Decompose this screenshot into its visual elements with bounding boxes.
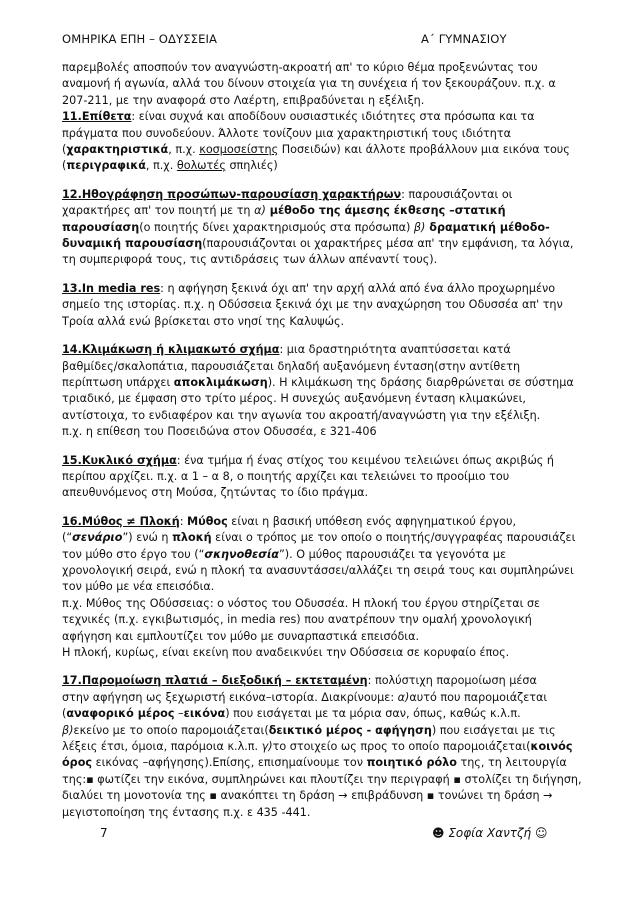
text-span: σπηλιές) <box>225 159 278 173</box>
text-line: μεγιστοποίηση της έντασης π.χ. ε 435 -441. <box>62 805 311 819</box>
smiley-outline-icon: ☺ <box>535 826 548 840</box>
text-span: εικόνας –αφήγησης).Επίσης, επισημαίνουμε τον <box>92 756 367 770</box>
text-span: ). Η κλιμάκωση της δράσης διαρθρώνεται σε σύστημα <box>267 375 574 389</box>
text-line <box>62 514 578 530</box>
text-line: παρεμβολές αποσπούν τον αναγνώστη-ακροατή απ' το κύριο θέμα προξενώντας του <box>62 61 538 74</box>
text-span: αυτό που παρομοιάζεται <box>409 690 548 704</box>
text-line: περίπου αρχίζει. π.χ. α 1 – α 8, ο ποιητής αρχίζει και τελειώνει το προοίμιο του <box>62 469 510 483</box>
text-span: : μια δραστηριότητα αναπτύσσεται κατά <box>279 343 511 357</box>
text-line: αντίστοιχα, το ενδιαφέρον και την αγωνία του ακροατή/αναγνώστη για την εξέλιξη. <box>62 408 541 422</box>
italic-marker: β) <box>413 220 426 234</box>
text-line: π.χ. Μύθος της Οδύσσειας: ο νόστος του Οδυσσέα. Η πλοκή του έργου στηρίζεται σε <box>62 596 541 610</box>
bold-term: όρος <box>62 756 93 770</box>
text-span: στην αφήγηση ως ξεχωριστή εικόνα–ιστορία. Διακρίνουμε: <box>62 690 398 704</box>
section-13-in-media-res <box>62 281 578 330</box>
smiley-filled-icon: ☻ <box>432 826 445 840</box>
bold-term: δεικτικό μέρος - αφήγηση <box>268 723 432 737</box>
text-line <box>62 187 578 203</box>
text-line <box>62 755 578 771</box>
text-span: , π.χ. <box>145 159 177 173</box>
text-span: ( <box>62 143 67 157</box>
text-line <box>62 220 578 236</box>
text-line: απευθυνόμενος στη Μούσα, ζητώντας το ίδιο πράγμα. <box>62 486 369 500</box>
text-line <box>62 453 578 469</box>
section-title: 14.Κλιμάκωση ή κλιμακωτό σχήμα <box>62 343 280 357</box>
text-line: διαλύει τη μονοτονία της ▪ ανακόπτει τη δράση → επιβράδυνση ▪ τονώνει τη δράση → <box>62 789 553 803</box>
text-span: είναι ο τρόπος με τον οποίο ο ποιητής/συγγραφέας παρουσιάζει <box>211 531 576 545</box>
text-line <box>62 142 578 158</box>
text-span: το στοιχείο ως προς το οποίο παρομοιάζεται( <box>272 740 531 754</box>
header-title: ΟΜΗΡΙΚΑ ΕΠΗ – ΟΔΥΣΣΕΙΑ <box>62 32 218 46</box>
section-15-cyclic <box>62 453 578 502</box>
bold-italic-term: σενάριο <box>72 531 123 545</box>
bold-term: περιγραφικά <box>66 159 146 173</box>
text-line: τεχνικές (π.χ. εγκιβωτισμός, in media res) που ανατρέπουν την ομαλή χρονολογική <box>62 613 532 627</box>
text-line <box>62 375 578 391</box>
text-span: : <box>179 514 188 528</box>
section-14-climax <box>62 342 578 440</box>
text-span: : είναι συχνά και αποδίδουν ουσιαστικές ιδιότητες στα πρόσωπα και τα <box>131 110 535 124</box>
bold-term: αποκλιμάκωση <box>173 375 268 389</box>
text-line <box>62 690 578 706</box>
text-line <box>62 530 578 546</box>
text-span: : η αφήγηση ξεκινά όχι απ' την αρχή αλλά από ένα άλλο προχωρημένο <box>160 281 556 295</box>
text-line <box>62 158 578 174</box>
text-line: χρονολογική σειρά, ενώ η πλοκή τα ανασυντάσσει/αλλάζει τη σειρά τους και συμπληρώνει <box>62 563 574 577</box>
text-span: εκείνο με το οποίο παρομοιάζεται( <box>73 723 269 737</box>
page-number: 7 <box>100 826 108 840</box>
text-line <box>62 723 578 739</box>
text-line: σημείο της ιστορίας. π.χ. η Οδύσσεια ξεκινά όχι με την αναχώρηση του Οδυσσέα απ' την <box>62 298 563 312</box>
section-title: 11.Επίθετα <box>62 110 132 124</box>
section-title: 15.Κυκλικό σχήμα <box>62 453 177 467</box>
italic-marker: α) <box>254 204 266 218</box>
bold-term: αναφορικό μέρος <box>66 707 175 721</box>
text-line: βαθμίδες/σκαλοπάτια, παρουσιάζεται δηλαδή αυξανόμενη ένταση(στην αντίθετη <box>62 359 521 373</box>
text-line: πράγματα που συνοδεύουν. Άλλοτε τονίζουν μια χαρακτηριστική τους ιδιότητα <box>62 126 511 140</box>
document-body <box>62 60 582 833</box>
text-span: (παρουσιάζονται οι χαρακτήρες μέσα απ' την εμφάνιση, τα λόγια, <box>202 237 574 251</box>
text-span: της, τη λειτουργία <box>456 756 567 770</box>
author-name: Σοφία Χαντζή <box>448 826 532 840</box>
underlined-example: κοσμοσείστης <box>199 143 279 157</box>
section-title: 17.Παρομοίωση πλατιά – διεξοδική – εκτεταμένη <box>62 674 368 688</box>
text-line: 207-211, με την αναφορά στο Λαέρτη, επιβραδύνεται η εξέλιξη. <box>62 93 425 107</box>
section-16-myth-plot <box>62 514 578 662</box>
text-line <box>62 342 578 358</box>
text-span: ”) ενώ η <box>122 531 173 545</box>
bold-term: κοινός <box>530 740 573 754</box>
author-signature <box>432 826 548 840</box>
text-span: (“ <box>62 531 73 545</box>
section-title: 12.Ηθογράφηση προσώπων-παρουσίαση χαρακτήρων <box>62 187 402 201</box>
text-line <box>62 281 578 297</box>
text-span: – <box>174 707 184 721</box>
text-span: : παρουσιάζονται οι <box>401 187 513 201</box>
text-line <box>62 739 578 755</box>
text-span: χαρακτήρες απ' τον ποιητή με τη <box>62 204 255 218</box>
text-line: π.χ. η επίθεση του Ποσειδώνα στον Οδυσσέα, ε 321-406 <box>62 425 377 439</box>
text-line <box>62 203 578 219</box>
header-class: Α΄ ΓΥΜΝΑΣΙΟΥ <box>421 32 507 46</box>
section-12-characterization <box>62 187 578 269</box>
text-span: , π.χ. <box>168 143 200 157</box>
text-line <box>62 706 578 722</box>
bold-term: εικόνα <box>183 707 226 721</box>
section-17-simile <box>62 673 582 821</box>
text-line <box>62 673 578 689</box>
text-line: τριαδικό, με έμφαση στο τρίτο μέρος. Η συνεχώς αυξανόμενη ένταση κλιμακώνει, <box>62 392 526 406</box>
section-title: 13.In media res <box>62 281 161 295</box>
bold-term: ποιητικό ρόλο <box>366 756 457 770</box>
bold-term: μέθοδο της άμεσης έκθεσης –στατική <box>265 204 506 218</box>
text-span: ( <box>62 159 67 173</box>
italic-marker: β) <box>62 723 74 737</box>
text-span: : πολύστιχη παρομοίωση μέσα <box>367 674 537 688</box>
text-line <box>62 109 578 125</box>
text-line: αναμονή ή αγωνία, αλλά του δίνουν στοιχεία για τη συνέχεια ή τον ξεκουράζουν. π.χ. α <box>62 77 556 91</box>
text-span: λέξεις έτσι, όμοια, παρόμοια κ.λ.π. <box>62 740 262 754</box>
bold-term: χαρακτηριστικά <box>66 143 169 157</box>
bold-term: παρουσίαση <box>62 220 140 234</box>
italic-marker: α) <box>397 690 410 704</box>
bold-term: Μύθος <box>187 514 228 528</box>
text-line: Τροία αλλά ενώ βρίσκεται στο νησί της Καλυψώς. <box>62 314 345 328</box>
text-span: (ο ποιητής δίνει χαρακτηρισμούς στα πρόσωπα) <box>139 220 414 234</box>
text-span: είναι η βασική υπόθεση ενός αφηγηματικού έργου, <box>227 514 517 528</box>
section-title: 16.Μύθος ≠ Πλοκή <box>62 514 180 528</box>
underlined-example: θολωτές <box>176 159 226 173</box>
text-span: Ποσειδών) και άλλοτε προβάλλουν μια εικόνα τους <box>278 143 570 157</box>
text-line <box>62 547 578 563</box>
italic-marker: γ) <box>261 740 273 754</box>
text-span: ) που εισάγεται με τα μόρια σαν, όπως, καθώς κ.λ.π. <box>225 707 521 721</box>
text-line: τη συμπεριφορά τους, τις αντιδράσεις των άλλων απέναντί τους). <box>62 253 438 267</box>
bold-term: δυναμική παρουσίαση <box>62 237 203 251</box>
text-span: περίπτωση υπάρχει <box>62 375 174 389</box>
text-line: τον μύθο με νέα επεισόδια. <box>62 580 215 594</box>
text-line: αφήγηση και εμπλουτίζει τον μύθο με συναρπαστικά επεισόδια. <box>62 629 420 643</box>
text-span: : ένα τμήμα ή ένας στίχος του κειμένου τελειώνει όπως ακριβώς ή <box>176 453 555 467</box>
bold-term: δραματική μέθοδο- <box>425 220 550 234</box>
bold-term: πλοκή <box>172 531 212 545</box>
text-span: ) που εισάγεται με τις <box>431 723 556 737</box>
text-line <box>62 236 578 252</box>
text-span: τον μύθο στο έργο του (“ <box>62 547 205 561</box>
text-line: Η πλοκή, κυρίως, είναι εκείνη που αναδεικνύει την Οδύσσεια σε κορυφαίο έπος. <box>62 646 510 659</box>
bold-italic-term: σκηνοθεσία <box>204 547 279 561</box>
intro-paragraph <box>62 60 578 109</box>
text-line: της:▪ φωτίζει την εικόνα, συμπληρώνει και πλουτίζει την περιγραφή ▪ στολίζει τη διήγηση, <box>62 772 582 786</box>
text-span: ( <box>62 707 67 721</box>
section-11-epithets <box>62 109 578 175</box>
text-span: ”). Ο μύθος παρουσιάζει τα γεγονότα με <box>279 547 507 561</box>
